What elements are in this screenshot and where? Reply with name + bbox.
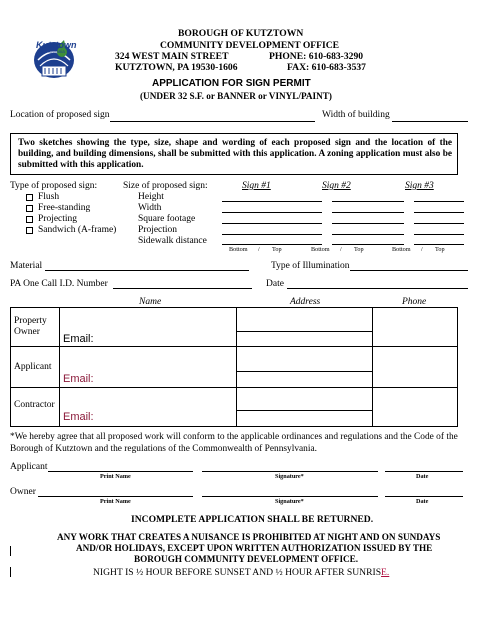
flush-label: Flush xyxy=(38,192,60,202)
applicant-date-caption: Date xyxy=(416,473,429,480)
night-definition-text: NIGHT IS ½ HOUR BEFORE SUNSET AND ½ HOUR AFTER SUNRIS xyxy=(93,567,382,578)
logo-wordmark: Kutztown xyxy=(36,40,77,50)
revision-bar xyxy=(10,546,11,556)
sign2-projection-field[interactable] xyxy=(332,234,404,235)
height-label: Height xyxy=(138,192,164,202)
table-divider xyxy=(59,307,60,427)
owner-date-field[interactable] xyxy=(385,496,463,497)
applicant-signature-caption: Signature* xyxy=(275,473,304,480)
address-column-header: Address xyxy=(290,297,321,307)
sign2-bottom-label: Bottom xyxy=(311,246,330,253)
sign1-sidewalk-field[interactable] xyxy=(222,244,322,245)
projecting-label: Projecting xyxy=(38,214,78,224)
pa-one-call-field[interactable] xyxy=(113,288,252,289)
applicant-signature-field[interactable] xyxy=(202,471,378,472)
illumination-field[interactable] xyxy=(350,270,468,271)
borough-logo xyxy=(28,30,80,80)
sign2-slash: / xyxy=(340,246,342,253)
flush-checkbox[interactable] xyxy=(26,194,33,201)
header-phone: PHONE: 610-683-3290 xyxy=(269,51,364,62)
table-divider xyxy=(236,331,372,332)
table-divider xyxy=(10,387,458,388)
header-city: KUTZTOWN, PA 19530-1606 xyxy=(115,62,238,73)
applicant-signature-label: Applicant xyxy=(10,462,48,472)
owner-print-name-field[interactable] xyxy=(38,496,193,497)
phone-column-header: Phone xyxy=(402,297,427,307)
projection-label: Projection xyxy=(138,225,178,235)
page-subtitle: (UNDER 32 S.F. or BANNER or VINYL/PAINT) xyxy=(140,91,332,101)
sign2-heading: Sign #2 xyxy=(322,181,351,191)
sign1-heading: Sign #1 xyxy=(242,181,271,191)
material-field[interactable] xyxy=(45,270,249,271)
table-divider xyxy=(236,410,372,411)
applicant-row-label: Applicant xyxy=(14,362,52,372)
header-address: 324 WEST MAIN STREET xyxy=(115,51,229,62)
table-divider xyxy=(236,307,237,427)
pa-one-call-label: PA One Call I.D. Number xyxy=(10,279,108,289)
date-label: Date xyxy=(266,279,284,289)
logo-graphic xyxy=(28,30,80,80)
sketch-notice-box xyxy=(10,133,458,175)
contractor-row-label: Contractor xyxy=(14,400,55,410)
agreement-text: *We hereby agree that all proposed work will conform to the applicable ordinances and regulations and the Code of the Borough of Kutztown and the regulations of the Commonwealth of Pennsylvania. xyxy=(10,432,458,454)
table-divider xyxy=(10,346,458,347)
sign3-bottom-label: Bottom xyxy=(392,246,411,253)
free-standing-label: Free-standing xyxy=(38,203,91,213)
sign1-slash: / xyxy=(258,246,260,253)
applicant-print-name-caption: Print Name xyxy=(100,473,131,480)
revision-bar xyxy=(10,567,11,577)
page-title: APPLICATION FOR SIGN PERMIT xyxy=(152,78,311,89)
sandwich-checkbox[interactable] xyxy=(26,227,33,234)
width-building-label: Width of building xyxy=(322,110,390,120)
sign3-height-field[interactable] xyxy=(414,201,464,202)
owner-signature-label: Owner xyxy=(10,487,36,497)
sign3-sidewalk-field[interactable] xyxy=(414,244,464,245)
sketch-notice-text: Two sketches showing the type, size, shape and wording of each proposed sign and the location of the building, and building dimensions, shall be submitted with this application. A zoning application must also be submitted with this application. xyxy=(18,138,452,170)
sign1-projection-field[interactable] xyxy=(222,234,322,235)
date-field[interactable] xyxy=(287,288,468,289)
nuisance-notice-line3: BOROUGH COMMUNITY DEVELOPMENT OFFICE. xyxy=(134,554,359,564)
applicant-print-name-field[interactable] xyxy=(48,471,193,472)
contact-table xyxy=(10,307,458,427)
applicant-date-field[interactable] xyxy=(385,471,463,472)
logo-subtext: Pennsylvania xyxy=(38,49,65,54)
sign2-sqft-field[interactable] xyxy=(332,223,404,224)
header-fax: FAX: 610-683-3537 xyxy=(287,62,366,73)
sign1-bottom-label: Bottom xyxy=(229,246,248,253)
sidewalk-distance-label: Sidewalk distance xyxy=(138,236,207,246)
sign2-sidewalk-field[interactable] xyxy=(332,244,404,245)
width-building-field[interactable] xyxy=(392,121,468,122)
sign3-width-field[interactable] xyxy=(414,212,464,213)
location-field[interactable] xyxy=(110,121,315,122)
sign2-height-field[interactable] xyxy=(332,201,404,202)
owner-signature-field[interactable] xyxy=(202,496,378,497)
owner-signature-caption: Signature* xyxy=(275,498,304,505)
sign1-top-label: Top xyxy=(272,246,282,253)
sign2-top-label: Top xyxy=(354,246,364,253)
applicant-email-field[interactable]: Email: xyxy=(63,373,94,385)
night-definition-end: E. xyxy=(381,567,390,578)
illumination-label: Type of Illumination xyxy=(271,261,350,271)
location-label: Location of proposed sign xyxy=(10,110,110,120)
square-footage-label: Square footage xyxy=(138,214,196,224)
nuisance-notice-line1: ANY WORK THAT CREATES A NUISANCE IS PROHIBITED AT NIGHT AND ON SUNDAYS xyxy=(57,532,441,542)
sign2-width-field[interactable] xyxy=(332,212,404,213)
name-column-header: Name xyxy=(139,297,162,307)
table-divider xyxy=(236,371,372,372)
width-label: Width xyxy=(138,203,162,213)
sign3-top-label: Top xyxy=(435,246,445,253)
table-divider xyxy=(372,307,373,427)
sign3-projection-field[interactable] xyxy=(414,234,464,235)
nuisance-notice-line2: AND/OR HOLIDAYS, EXCEPT UPON WRITTEN AUTHORIZATION ISSUED BY THE xyxy=(76,543,433,553)
contractor-email-field[interactable]: Email: xyxy=(63,411,94,423)
sign-size-heading: Size of proposed sign: xyxy=(123,181,208,191)
incomplete-notice: INCOMPLETE APPLICATION SHALL BE RETURNED. xyxy=(131,514,374,525)
property-owner-label: Property Owner xyxy=(14,316,47,337)
header-borough: BOROUGH OF KUTZTOWN xyxy=(178,28,304,39)
sign1-sqft-field[interactable] xyxy=(222,223,322,224)
sign3-sqft-field[interactable] xyxy=(414,223,464,224)
free-standing-checkbox[interactable] xyxy=(26,205,33,212)
sandwich-label: Sandwich (A-frame) xyxy=(38,225,117,235)
property-owner-email-field[interactable]: Email: xyxy=(63,333,94,345)
sign1-width-field[interactable] xyxy=(222,212,322,213)
night-definition xyxy=(93,567,389,578)
sign3-heading: Sign #3 xyxy=(405,181,434,191)
sign-type-heading: Type of proposed sign: xyxy=(10,181,98,191)
header-office: COMMUNITY DEVELOPMENT OFFICE xyxy=(160,40,340,51)
projecting-checkbox[interactable] xyxy=(26,216,33,223)
owner-date-caption: Date xyxy=(416,498,429,505)
sign3-slash: / xyxy=(421,246,423,253)
sign1-height-field[interactable] xyxy=(222,201,322,202)
material-label: Material xyxy=(10,261,43,271)
owner-print-name-caption: Print Name xyxy=(100,498,131,505)
